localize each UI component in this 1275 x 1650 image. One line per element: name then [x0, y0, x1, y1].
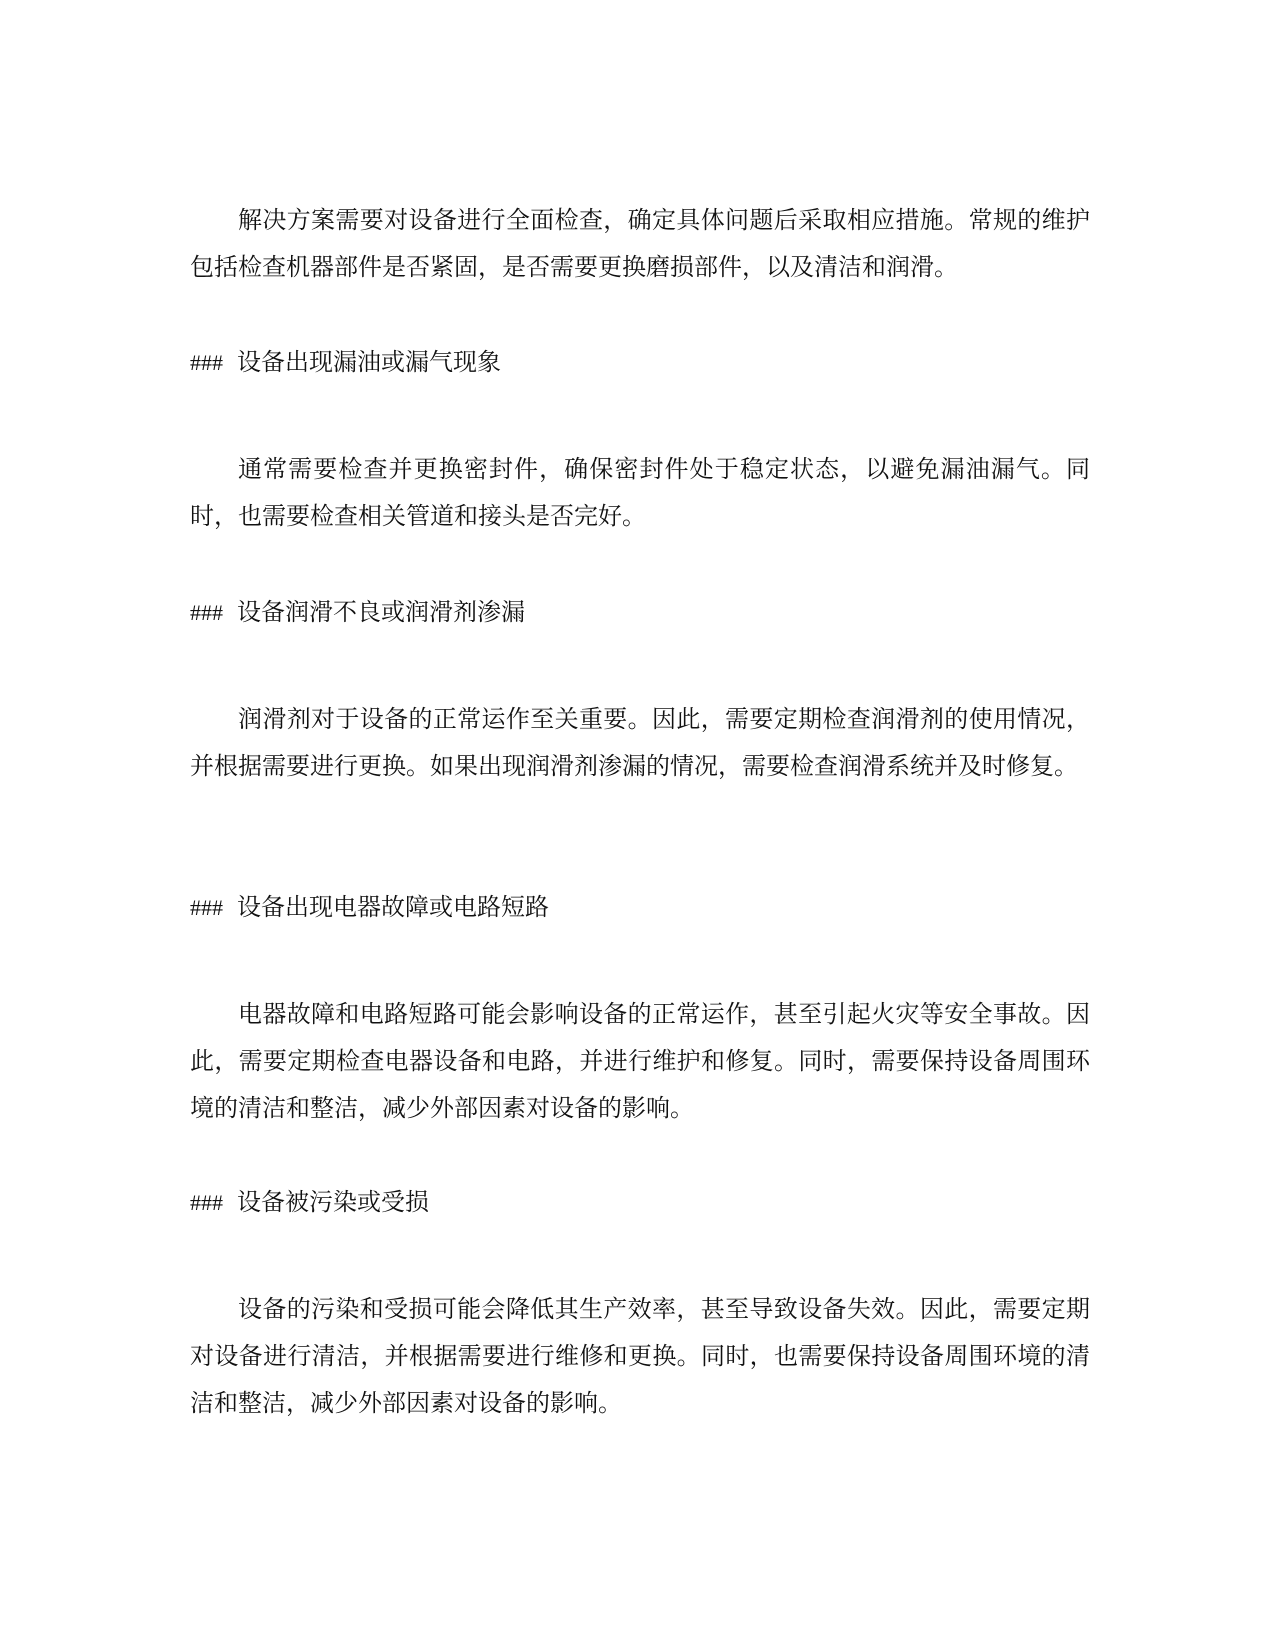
section-heading-electrical	[190, 891, 1090, 924]
paragraph-line: 护包括检查机器部件是否紧固，是否需要更换磨损部件，以及清洁和润滑。	[190, 206, 1090, 281]
paragraph-line: 因此，需要定期检查电器设备和电路，并进行维护和修复。同时，需要保持设备周	[190, 1000, 1090, 1075]
paragraph-line: 电器故障和电路短路可能会影响设备的正常运作，甚至引起火灾等安全事故。	[238, 1000, 1066, 1028]
paragraph-line: 期对设备进行清洁，并根据需要进行维修和更换。同时，也需要保持设备周围环境	[190, 1295, 1090, 1370]
paragraph-line: 润滑剂对于设备的正常运作至关重要。因此，需要定期检查润滑剂的使用情况	[238, 705, 1066, 733]
heading-text: 设备出现漏油或漏气现象	[237, 348, 501, 376]
section-heading-lubrication	[190, 596, 1090, 629]
paragraph-lubrication	[190, 696, 1090, 790]
paragraph-solution	[190, 197, 1090, 291]
paragraph-line: 解决方案需要对设备进行全面检查，确定具体问题后采取相应措施。常规的维	[238, 206, 1066, 234]
paragraph-line: 时，也需要检查相关管道和接头是否完好。	[190, 502, 646, 530]
section-heading-leak	[190, 346, 1090, 379]
heading-text: 设备出现电器故障或电路短路	[237, 893, 549, 921]
heading-text: 设备被污染或受损	[237, 1188, 429, 1216]
heading-marker: ###	[190, 600, 223, 625]
section-heading-contamination	[190, 1186, 1090, 1219]
paragraph-electrical	[190, 991, 1090, 1132]
paragraph-line: 围环境的清洁和整洁，减少外部因素对设备的影响。	[190, 1047, 1091, 1122]
paragraph-line: 复。	[1030, 752, 1078, 780]
paragraph-line: 设备的污染和受损可能会降低其生产效率，甚至导致设备失效。因此，需要定	[238, 1295, 1066, 1323]
paragraph-leak	[190, 446, 1090, 540]
heading-marker: ###	[190, 1190, 223, 1215]
paragraph-contamination	[190, 1286, 1090, 1427]
paragraph-line: ，并根据需要进行更换。如果出现润滑剂渗漏的情况，需要检查润滑系统并及时修	[190, 705, 1090, 780]
paragraph-line: 通常需要检查并更换密封件，确保密封件处于稳定状态，以避免漏油漏气。同	[238, 455, 1090, 483]
heading-text: 设备润滑不良或润滑剂渗漏	[237, 598, 525, 626]
heading-marker: ###	[190, 895, 223, 920]
heading-marker: ###	[190, 350, 223, 375]
paragraph-line: 的清洁和整洁，减少外部因素对设备的影响。	[190, 1342, 1091, 1417]
